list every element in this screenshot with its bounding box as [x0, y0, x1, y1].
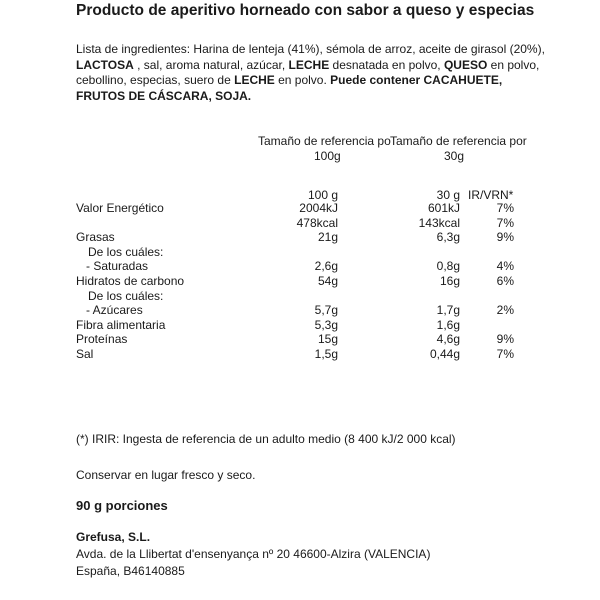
value-per-30g: 6,3g [436, 230, 460, 245]
nutrient-name: Sal [76, 347, 94, 361]
nutrient-name: - Saturadas [86, 259, 149, 274]
ir-percentage: 9% [496, 332, 514, 347]
nutrient-name: De los cuáles: [88, 244, 164, 259]
portions: 90 g porciones [76, 498, 168, 513]
value-per-100g: 478kcal [296, 215, 338, 230]
value-per-100g: 5,7g [314, 303, 338, 318]
ingredients-list [76, 42, 546, 104]
value-per-100g: 15g [317, 332, 338, 347]
product-title: Producto de aperitivo horneado con sabor a queso y especias [76, 2, 535, 19]
storage-instructions: Conservar en lugar fresco y seco. [76, 468, 256, 482]
nutrient-name: - Azúcares [86, 303, 143, 318]
nutrient-name: Fibra alimentaria [76, 317, 166, 332]
header-ref-30 [390, 134, 530, 164]
value-per-30g: 0,44g [429, 347, 460, 361]
value-per-30g: 0,8g [436, 259, 460, 274]
nutrient-name: Valor Energético [76, 201, 164, 215]
value-per-100g: 1,5g [314, 347, 338, 361]
ingredient-segment: Puede contener CACAHUETE, FRUTOS DE CÁSCARA, SOJA. [76, 73, 503, 103]
ingredient-segment: QUESO [443, 57, 488, 72]
col-30-header: 30 g [436, 188, 460, 202]
header-ref-100-line2: 100g [314, 149, 341, 163]
ir-percentage: 2% [496, 303, 514, 318]
company-country-id: España, B46140885 [76, 564, 185, 578]
value-per-100g: 2004kJ [299, 201, 338, 215]
company-name: Grefusa, S.L. [76, 530, 151, 544]
header-ref-30-line2: 30g [444, 149, 465, 163]
value-per-100g: 21g [317, 230, 338, 245]
value-per-30g: 143kcal [418, 215, 460, 230]
company-address: Avda. de la Llibertat d'ensenyança nº 20 46600-Alzira (VALENCIA) [76, 547, 431, 561]
nutrient-name: De los cuáles: [88, 288, 164, 303]
header-ref-100 [258, 134, 398, 164]
header-ref-30-line1: Tamaño de referencia por [390, 134, 527, 148]
value-per-30g: 1,7g [436, 303, 460, 318]
header-ref-100-line1: Tamaño de referencia po [258, 134, 391, 148]
ir-percentage: 7% [496, 347, 514, 361]
ir-percentage: 4% [496, 259, 514, 274]
ir-percentage: 7% [496, 215, 514, 230]
ir-percentage: 9% [496, 230, 514, 245]
value-per-100g: 5,3g [314, 317, 338, 332]
ingredient-segment: desnatada en polvo, [329, 57, 444, 72]
nutrient-name: Hidratos de carbono [76, 274, 185, 288]
ir-percentage: 6% [496, 274, 514, 288]
col-ir-header: IR/VRN* [468, 188, 514, 202]
footnote: (*) IRIR: Ingesta de referencia de un adulto medio (8 400 kJ/2 000 kcal) [76, 432, 456, 446]
ingredient-segment: , sal, aroma natural, azúcar, [133, 57, 289, 72]
value-per-30g: 601kJ [427, 201, 460, 215]
nutrient-name: Grasas [76, 230, 115, 245]
ingredient-segment: en polvo. [274, 73, 331, 87]
value-per-30g: 4,6g [436, 332, 460, 347]
ingredient-segment: LECHE [234, 73, 275, 87]
value-per-100g: 2,6g [314, 259, 338, 274]
ingredient-segment: Lista de ingredientes: Harina de lenteja (41%), sémola de arroz, aceite de girasol (20%), [76, 42, 545, 56]
nutrient-name: Proteínas [76, 332, 128, 347]
value-per-30g: 16g [439, 274, 460, 288]
ingredient-segment: LACTOSA [76, 57, 134, 72]
ir-percentage: 7% [496, 201, 514, 215]
col-100-header: 100 g [307, 188, 338, 202]
value-per-30g: 1,6g [436, 317, 460, 332]
ingredient-segment: en polvo, cebollino, especias, suero de [76, 57, 540, 87]
ingredient-segment: LECHE [288, 57, 330, 72]
value-per-100g: 54g [317, 274, 338, 288]
